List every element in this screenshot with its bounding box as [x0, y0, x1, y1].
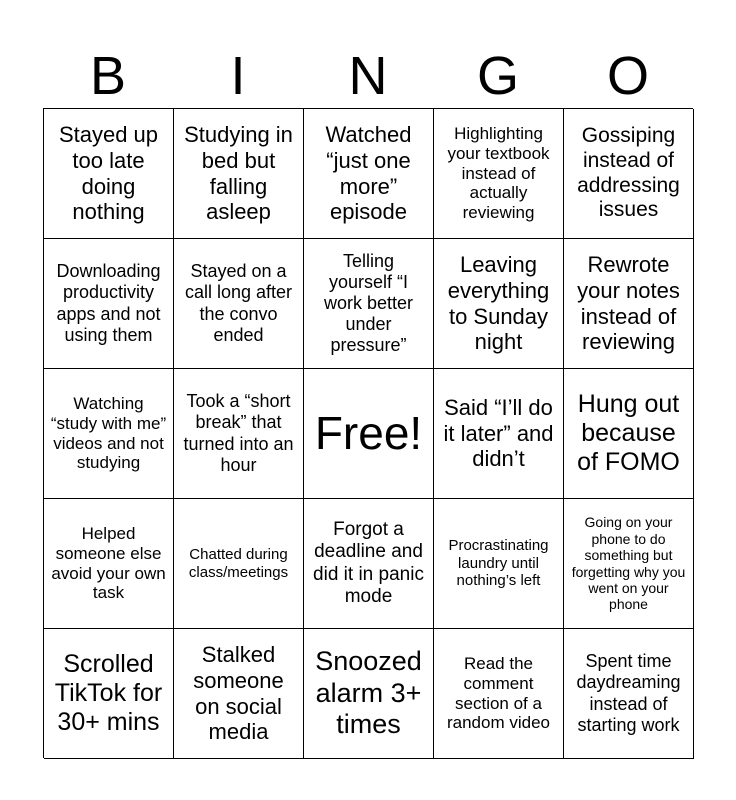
bingo-cell-text: Snoozed alarm 3+ times: [315, 646, 422, 740]
bingo-cell[interactable]: [44, 239, 174, 369]
header-letter-o: O: [606, 46, 649, 106]
bingo-cell-text: Took a “short break” that turned into an hour: [183, 391, 294, 475]
bingo-cell[interactable]: [434, 239, 564, 369]
header-letter-b: B: [89, 46, 127, 106]
bingo-cell[interactable]: [564, 239, 694, 369]
bingo-cell-text: Downloading productivity apps and not using them: [56, 261, 161, 345]
bingo-cell-text: Gossiping instead of addressing issues: [577, 124, 680, 222]
bingo-cell-text: Rewrote your notes instead of reviewing: [577, 252, 680, 355]
bingo-cell[interactable]: [304, 239, 434, 369]
free-cell[interactable]: [304, 369, 434, 499]
bingo-grid: [43, 108, 693, 758]
bingo-cell-text: Studying in bed but falling asleep: [184, 122, 293, 225]
bingo-cell[interactable]: [564, 369, 694, 499]
header-letter-i: I: [230, 46, 246, 106]
bingo-cell[interactable]: [44, 499, 174, 629]
bingo-cell-text: Spent time daydreaming instead of starting work: [576, 651, 681, 735]
bingo-cell-text: Going on your phone to do something but forgetting why you went on your phone: [571, 514, 686, 613]
bingo-cell-text: Procrastinating laundry until nothing’s left: [448, 537, 549, 590]
bingo-cell[interactable]: [434, 629, 564, 759]
bingo-cell[interactable]: [564, 499, 694, 629]
bingo-cell-text: Hung out because of FOMO: [577, 389, 680, 477]
bingo-cell[interactable]: [174, 109, 304, 239]
bingo-cell[interactable]: [564, 629, 694, 759]
bingo-cell[interactable]: [174, 239, 304, 369]
bingo-cell[interactable]: [174, 629, 304, 759]
bingo-cell-text: Watching “study with me” videos and not studying: [50, 393, 167, 473]
header-letter-n: N: [348, 46, 388, 106]
bingo-cell[interactable]: [44, 629, 174, 759]
bingo-cell-text: Highlighting your textbook instead of actually reviewing: [447, 123, 550, 223]
bingo-cell-text: Telling yourself “I work better under pressure”: [323, 250, 414, 356]
bingo-cell[interactable]: [434, 369, 564, 499]
bingo-cell[interactable]: [174, 499, 304, 629]
header-letter-g: G: [476, 46, 519, 106]
bingo-cell-text: Chatted during class/meetings: [188, 545, 289, 581]
bingo-cell-text: Stayed on a call long after the convo ended: [184, 261, 293, 345]
bingo-cell-text: Stalked someone on social media: [193, 642, 284, 745]
bingo-cell-text: Leaving everything to Sunday night: [447, 252, 550, 355]
bingo-header: [43, 44, 693, 108]
bingo-cell[interactable]: [434, 109, 564, 239]
bingo-cell-text: Scrolled TikTok for 30+ mins: [54, 649, 163, 737]
bingo-cell[interactable]: [304, 109, 434, 239]
bingo-cell[interactable]: [304, 499, 434, 629]
bingo-cell[interactable]: [434, 499, 564, 629]
bingo-cell-text: Said “I’ll do it later” and didn’t: [443, 394, 554, 472]
bingo-cell-text: Helped someone else avoid your own task: [51, 523, 166, 603]
bingo-cell[interactable]: [174, 369, 304, 499]
bingo-cell[interactable]: [44, 369, 174, 499]
free-cell-text: Free!: [314, 406, 423, 459]
bingo-cell-text: Stayed up too late doing nothing: [58, 122, 159, 225]
bingo-cell[interactable]: [564, 109, 694, 239]
bingo-cell[interactable]: [44, 109, 174, 239]
bingo-cell-text: Watched “just one more” episode: [325, 122, 412, 225]
bingo-cell-text: Forgot a deadline and did it in panic mode: [313, 519, 424, 607]
bingo-cell-text: Read the comment section of a random video: [446, 653, 550, 733]
bingo-cell[interactable]: [304, 629, 434, 759]
